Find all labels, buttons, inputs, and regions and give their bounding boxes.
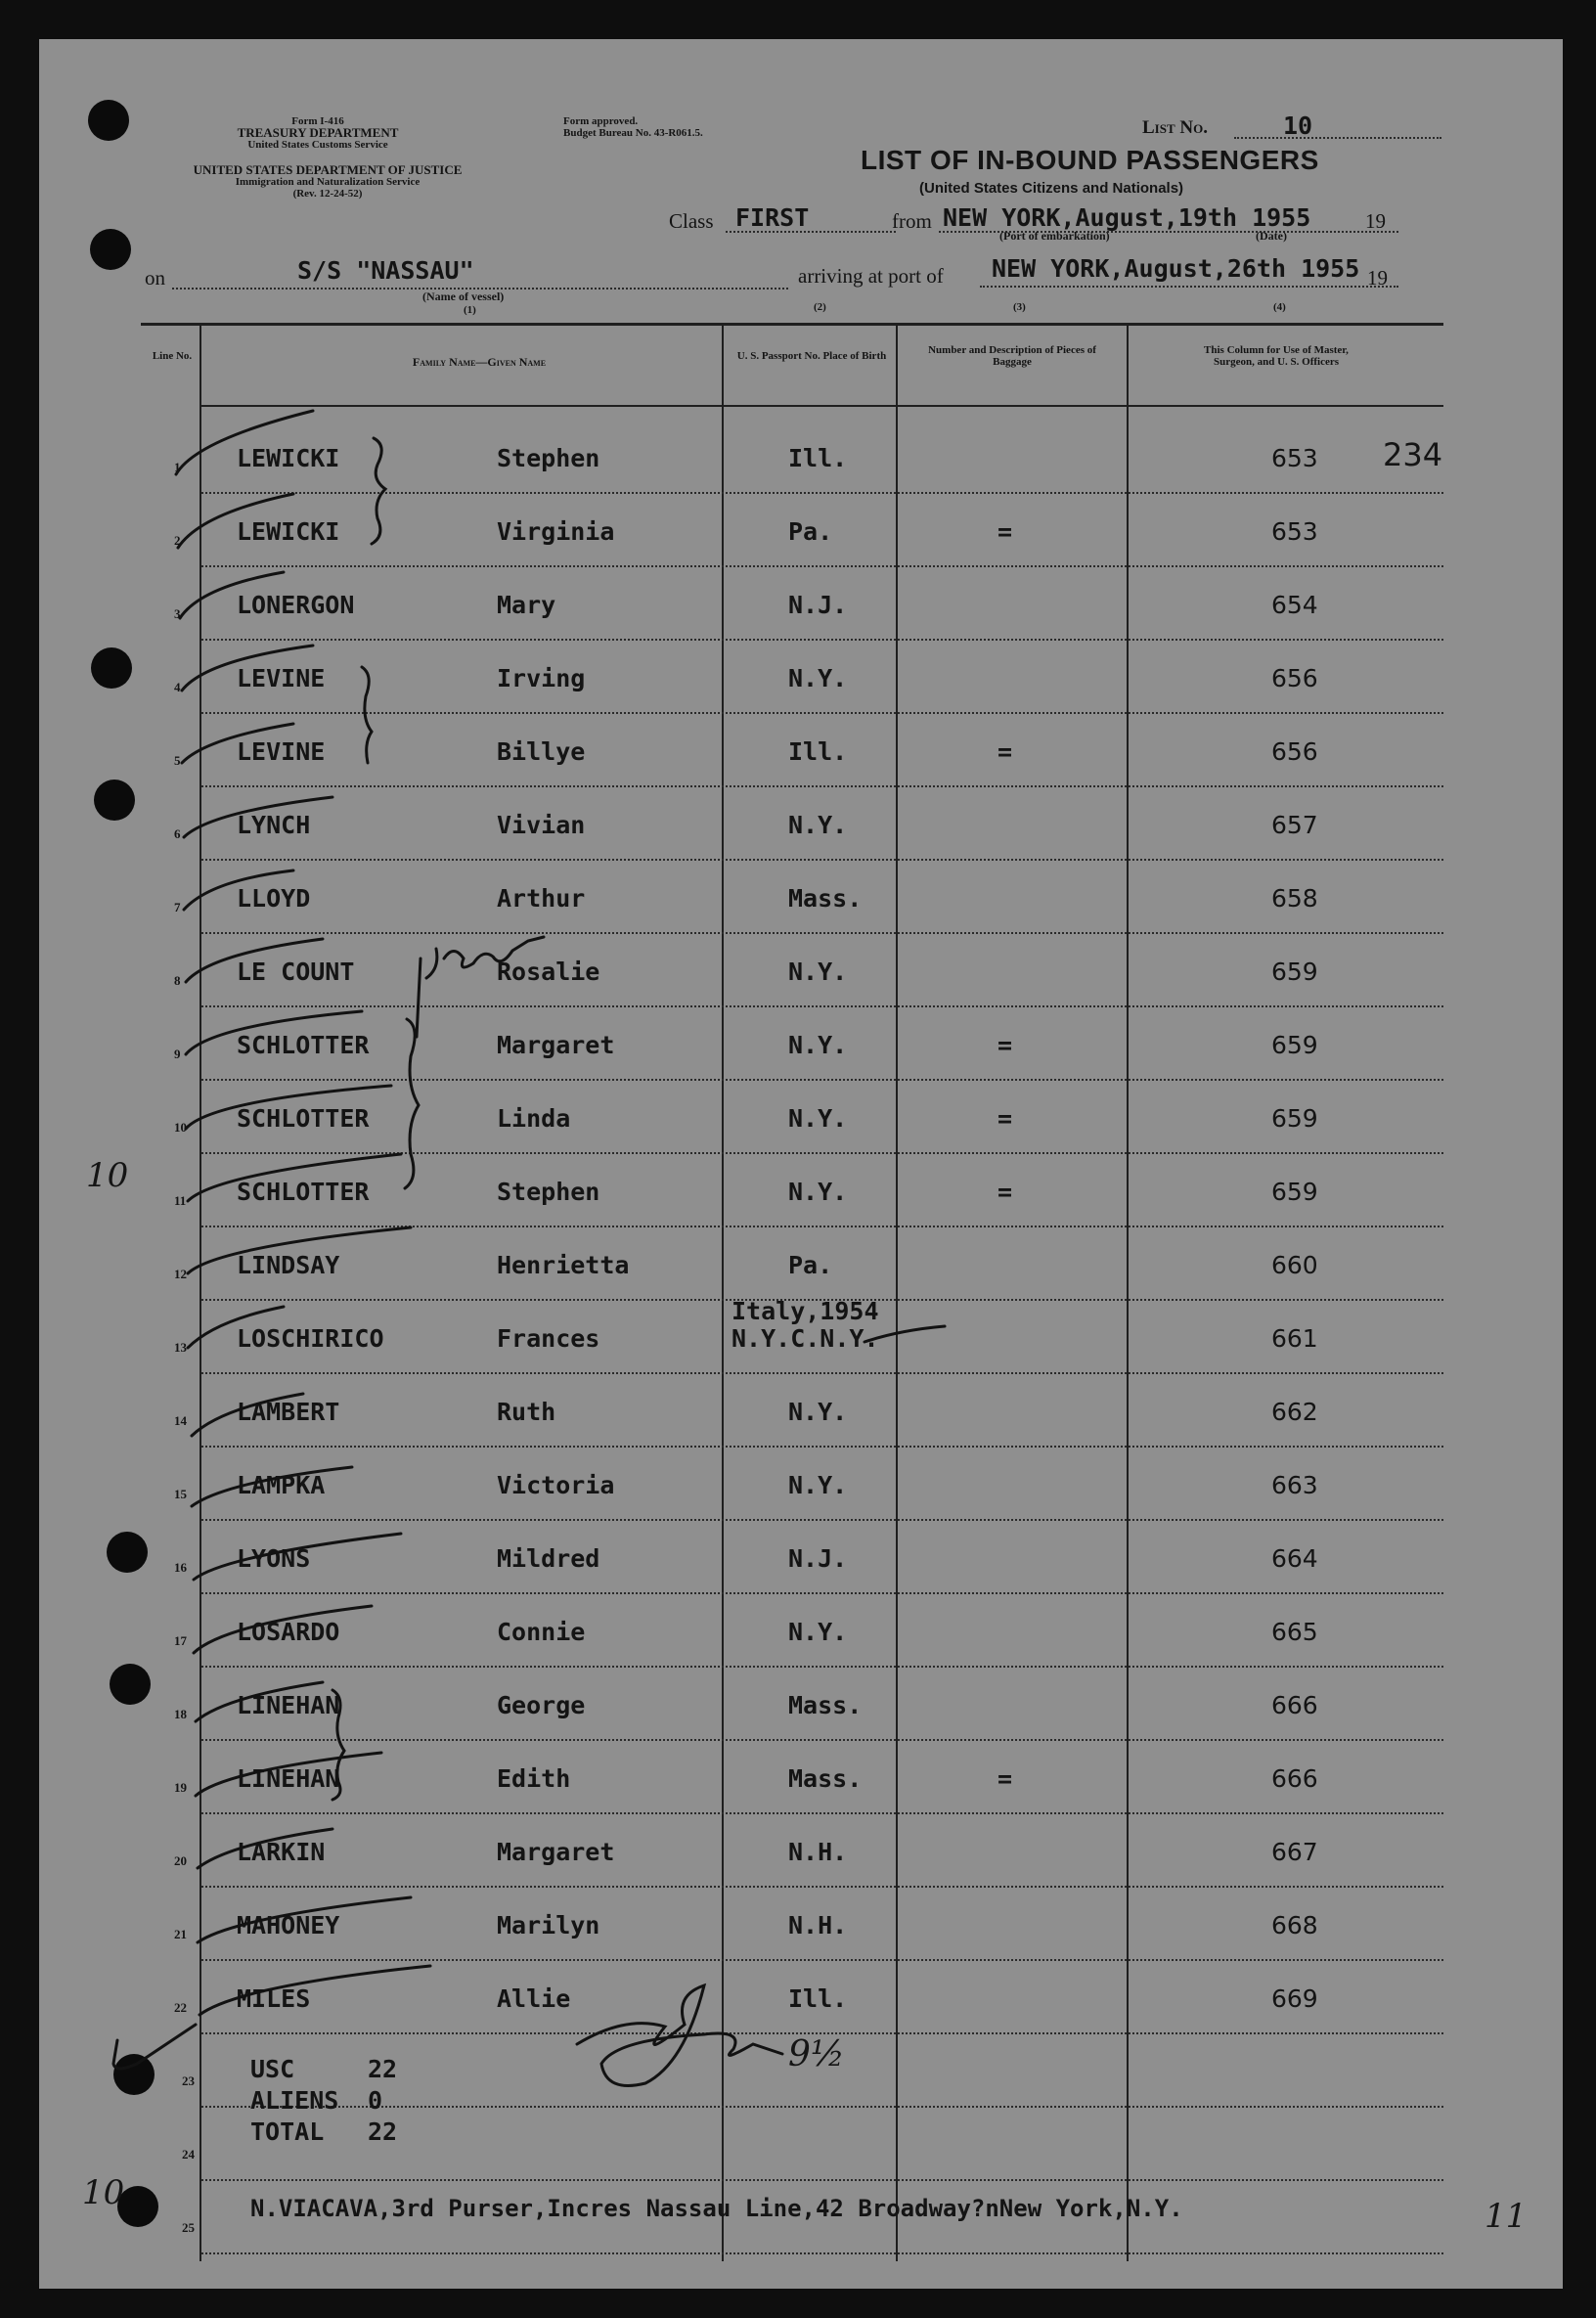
given-name: Mildred — [497, 1544, 600, 1573]
check-mark — [188, 1307, 284, 1348]
place-of-birth: Ill. — [788, 737, 848, 766]
col3-caption: (3) — [1013, 301, 1026, 313]
bracket-mark — [362, 667, 372, 763]
place-of-birth: N.H. — [788, 1838, 848, 1866]
line-number: 11 — [174, 1193, 187, 1208]
family-name: LEWICKI — [237, 444, 340, 472]
check-mark — [200, 1966, 430, 2015]
given-name: Margaret — [497, 1838, 615, 1866]
place-of-birth: N.Y. — [788, 664, 848, 692]
line-number: 6 — [174, 826, 181, 841]
place-of-birth: Ill. — [788, 444, 848, 472]
class-label: Class — [669, 209, 714, 233]
officer-code: 665 — [1271, 1618, 1318, 1646]
aliens-label: ALIENS — [250, 2086, 339, 2115]
officer-code: 668 — [1271, 1911, 1318, 1939]
family-name: LARKIN — [237, 1838, 326, 1866]
given-name: Irving — [497, 664, 586, 692]
given-name: Virginia — [497, 517, 615, 546]
officer-code: 658 — [1271, 884, 1318, 913]
list-no-label: List No. — [1142, 117, 1208, 138]
customs-service: United States Customs Service — [247, 139, 388, 151]
place-of-birth: N.Y. — [788, 1178, 848, 1206]
check-mark — [196, 1753, 381, 1796]
line-number: 22 — [174, 2000, 187, 2015]
place-of-birth: N.Y. — [788, 1104, 848, 1133]
given-name: Connie — [497, 1618, 586, 1646]
baggage-mark: = — [998, 737, 1013, 766]
check-mark — [194, 1606, 372, 1653]
place-of-birth: N.J. — [788, 1544, 848, 1573]
family-name: MAHONEY — [237, 1911, 340, 1939]
family-name: LE COUNT — [237, 958, 355, 986]
given-name: Frances — [497, 1324, 600, 1353]
on-label: on — [145, 266, 165, 290]
check-mark — [192, 1394, 303, 1436]
check-mark — [184, 870, 293, 910]
place-of-birth: N.H. — [788, 1911, 848, 1939]
from-label: from — [892, 209, 932, 233]
arriving-label: arriving at port of — [798, 264, 944, 288]
check-mark — [188, 1227, 411, 1273]
place-of-birth: Ill. — [788, 1984, 848, 2013]
given-name: Arthur — [497, 884, 586, 913]
class-value: FIRST — [735, 203, 810, 232]
list-no-value: 10 — [1283, 111, 1313, 140]
from-value: NEW YORK,August,19th 1955 — [943, 203, 1311, 232]
officer-code: 653 — [1271, 444, 1318, 472]
treasury-dept: TREASURY DEPARTMENT — [237, 125, 399, 140]
family-name: SCHLOTTER — [237, 1178, 370, 1206]
check-mark — [186, 1011, 362, 1054]
check-mark — [182, 646, 313, 691]
vessel-name: S/S "NASSAU" — [297, 256, 474, 285]
place-of-birth: N.Y. — [788, 1618, 848, 1646]
aunt-note-mark — [426, 937, 544, 978]
check-mark — [178, 494, 293, 548]
passport-note: Italy,1954 — [732, 1297, 879, 1325]
baggage-mark: = — [998, 1104, 1013, 1133]
line-number: 19 — [174, 1780, 187, 1795]
given-name: Stephen — [497, 444, 600, 472]
given-name: Billye — [497, 737, 586, 766]
line-number: 25 — [182, 2220, 195, 2235]
place-of-birth: N.Y. — [788, 1471, 848, 1499]
check-mark — [184, 797, 332, 837]
line-number: 20 — [174, 1853, 187, 1868]
line-number: 18 — [174, 1707, 187, 1721]
officer-code: 659 — [1271, 958, 1318, 986]
check-mark — [186, 939, 323, 982]
place-of-birth: N.Y. — [788, 811, 848, 839]
line-number: 8 — [174, 973, 181, 988]
check-mark — [196, 1682, 323, 1721]
line-number: 10 — [174, 1120, 187, 1135]
place-of-birth: Pa. — [788, 517, 833, 546]
check-mark — [188, 1154, 401, 1201]
col-header-name: Family Name—Given Name — [412, 355, 547, 369]
line-number: 4 — [174, 680, 181, 694]
place-of-birth: Mass. — [788, 1691, 863, 1719]
handwritten-11: 11 — [1485, 2197, 1528, 2236]
form-approved: Form approved. — [563, 115, 639, 127]
line-number: 17 — [174, 1633, 187, 1648]
line-number: 13 — [174, 1340, 187, 1355]
line-number: 9 — [174, 1047, 181, 1061]
given-name: Edith — [497, 1764, 571, 1793]
check-mark — [198, 1897, 411, 1942]
line-number: 14 — [174, 1413, 187, 1428]
line-number: 24 — [182, 2147, 195, 2162]
page-subtitle: (United States Citizens and Nationals) — [919, 180, 1184, 197]
family-name: LEVINE — [237, 737, 326, 766]
aunt-connector-mark — [417, 958, 421, 1037]
line-number: 23 — [182, 2073, 195, 2088]
line-number: 2 — [174, 533, 181, 548]
handwritten-signature-tail: 9½ — [788, 2034, 845, 2074]
usc-label: USC — [250, 2055, 295, 2083]
form-number: Form I-416 — [291, 115, 344, 127]
place-of-birth: N.Y.C.N.Y. — [732, 1324, 879, 1353]
strike-mark — [864, 1326, 945, 1342]
given-name: George — [497, 1691, 586, 1719]
total-count: 22 — [368, 2117, 398, 2146]
purser-line: N.VIACAVA,3rd Purser,Incres Nassau Line,42 Broadway?nNew York,N.Y. — [250, 2195, 1183, 2222]
given-name: Linda — [497, 1104, 571, 1133]
given-name: Rosalie — [497, 958, 600, 986]
bracket-mark — [405, 1019, 419, 1188]
given-name: Ruth — [497, 1398, 556, 1426]
col2-caption: (2) — [814, 301, 826, 313]
family-name: LAMPKA — [237, 1471, 326, 1499]
line-number: 7 — [174, 900, 181, 914]
line-number: 12 — [174, 1267, 187, 1281]
officer-code: 656 — [1271, 664, 1318, 692]
family-name: LINEHAN — [237, 1691, 340, 1719]
family-name: LOSARDO — [237, 1618, 340, 1646]
port-caption: (Port of embarkation) — [999, 229, 1110, 243]
date-caption: (Date) — [1256, 229, 1287, 243]
line-number: 21 — [174, 1927, 187, 1941]
baggage-mark: = — [998, 1178, 1013, 1206]
bracket-mark — [372, 438, 385, 544]
officer-code: 656 — [1271, 737, 1318, 766]
line-number: 5 — [174, 753, 181, 768]
place-of-birth: Pa. — [788, 1251, 833, 1279]
check-mark — [176, 411, 313, 474]
line-number: 16 — [174, 1560, 187, 1575]
officer-code: 662 — [1271, 1398, 1318, 1426]
aliens-count: 0 — [368, 2086, 383, 2115]
family-name: LYNCH — [237, 811, 311, 839]
justice-dept: UNITED STATES DEPARTMENT OF JUSTICE — [193, 162, 463, 177]
place-of-birth: N.J. — [788, 591, 848, 619]
baggage-mark: = — [998, 1031, 1013, 1059]
col-header-passport: U. S. Passport No. Place of Birth — [736, 350, 887, 362]
page-title: LIST OF IN-BOUND PASSENGERS — [861, 145, 1319, 175]
officer-code: 654 — [1271, 591, 1318, 619]
given-name: Stephen — [497, 1178, 600, 1206]
line-number: 15 — [174, 1487, 187, 1501]
arrival-value: NEW YORK,August,26th 1955 — [992, 254, 1360, 283]
officer-code: 666 — [1271, 1764, 1318, 1793]
family-name: SCHLOTTER — [237, 1031, 370, 1059]
officer-code: 669 — [1271, 1984, 1318, 2013]
col4-caption: (4) — [1273, 301, 1286, 313]
given-name: Allie — [497, 1984, 571, 2013]
family-name: LOSCHIRICO — [237, 1324, 384, 1353]
family-name: LLOYD — [237, 884, 311, 913]
officer-code: 667 — [1271, 1838, 1318, 1866]
ins-name: Immigration and Naturalization Service — [235, 176, 421, 188]
arrival-year-suffix: 19 — [1367, 266, 1388, 290]
line-number: 1 — [174, 460, 181, 474]
col-header-officers: This Column for Use of Master, Surgeon, and U. S. Officers — [1204, 344, 1349, 368]
officer-code: 663 — [1271, 1471, 1318, 1499]
place-of-birth: Mass. — [788, 1764, 863, 1793]
officer-code: 666 — [1271, 1691, 1318, 1719]
place-of-birth: Mass. — [788, 884, 863, 913]
baggage-mark: = — [998, 517, 1013, 546]
handwritten-234: 234 — [1383, 436, 1443, 473]
given-name: Marilyn — [497, 1911, 600, 1939]
from-year-suffix: 19 — [1365, 209, 1386, 233]
usc-count: 22 — [368, 2055, 398, 2083]
family-name: LEWICKI — [237, 517, 340, 546]
family-name: LEVINE — [237, 664, 326, 692]
handwritten-10-margin: 10 — [86, 1156, 129, 1195]
given-name: Mary — [497, 591, 556, 619]
officer-code: 661 — [1271, 1324, 1318, 1353]
handwritten-10-bottom: 10 — [82, 2173, 125, 2212]
family-name: SCHLOTTER — [237, 1104, 370, 1133]
vessel-caption: (Name of vessel) — [422, 290, 505, 303]
family-name: LAMBERT — [237, 1398, 340, 1426]
family-name: MILES — [237, 1984, 311, 2013]
officer-code: 664 — [1271, 1544, 1318, 1573]
given-name: Margaret — [497, 1031, 615, 1059]
bracket-mark — [332, 1690, 344, 1800]
col-header-baggage: Number and Description of Pieces of Baggage — [928, 344, 1096, 368]
officer-code: 659 — [1271, 1104, 1318, 1133]
check-mark — [186, 1086, 391, 1129]
given-name: Victoria — [497, 1471, 615, 1499]
given-name: Vivian — [497, 811, 586, 839]
budget-bureau: Budget Bureau No. 43-R061.5. — [563, 127, 703, 139]
place-of-birth: N.Y. — [788, 1398, 848, 1426]
check-mark — [113, 2025, 196, 2069]
officer-code: 660 — [1271, 1251, 1318, 1279]
check-mark — [192, 1467, 352, 1506]
check-mark — [180, 572, 284, 618]
family-name: LONERGON — [237, 591, 355, 619]
family-name: LINDSAY — [237, 1251, 340, 1279]
revision: (Rev. 12-24-52) — [292, 188, 363, 200]
col-header-line: Line No. — [152, 350, 193, 362]
check-mark — [194, 1534, 401, 1580]
officer-code: 653 — [1271, 517, 1318, 546]
line-number: 3 — [174, 606, 181, 621]
officer-code: 659 — [1271, 1031, 1318, 1059]
signature-mark — [577, 1985, 782, 2086]
col1-caption: (1) — [464, 304, 476, 316]
total-label: TOTAL — [250, 2117, 325, 2146]
officer-code: 657 — [1271, 811, 1318, 839]
family-name: LYONS — [237, 1544, 311, 1573]
place-of-birth: N.Y. — [788, 1031, 848, 1059]
check-mark — [198, 1829, 332, 1868]
given-name: Henrietta — [497, 1251, 630, 1279]
officer-code: 659 — [1271, 1178, 1318, 1206]
family-name: LINEHAN — [237, 1764, 340, 1793]
place-of-birth: N.Y. — [788, 958, 848, 986]
check-mark — [182, 724, 293, 763]
baggage-mark: = — [998, 1764, 1013, 1793]
